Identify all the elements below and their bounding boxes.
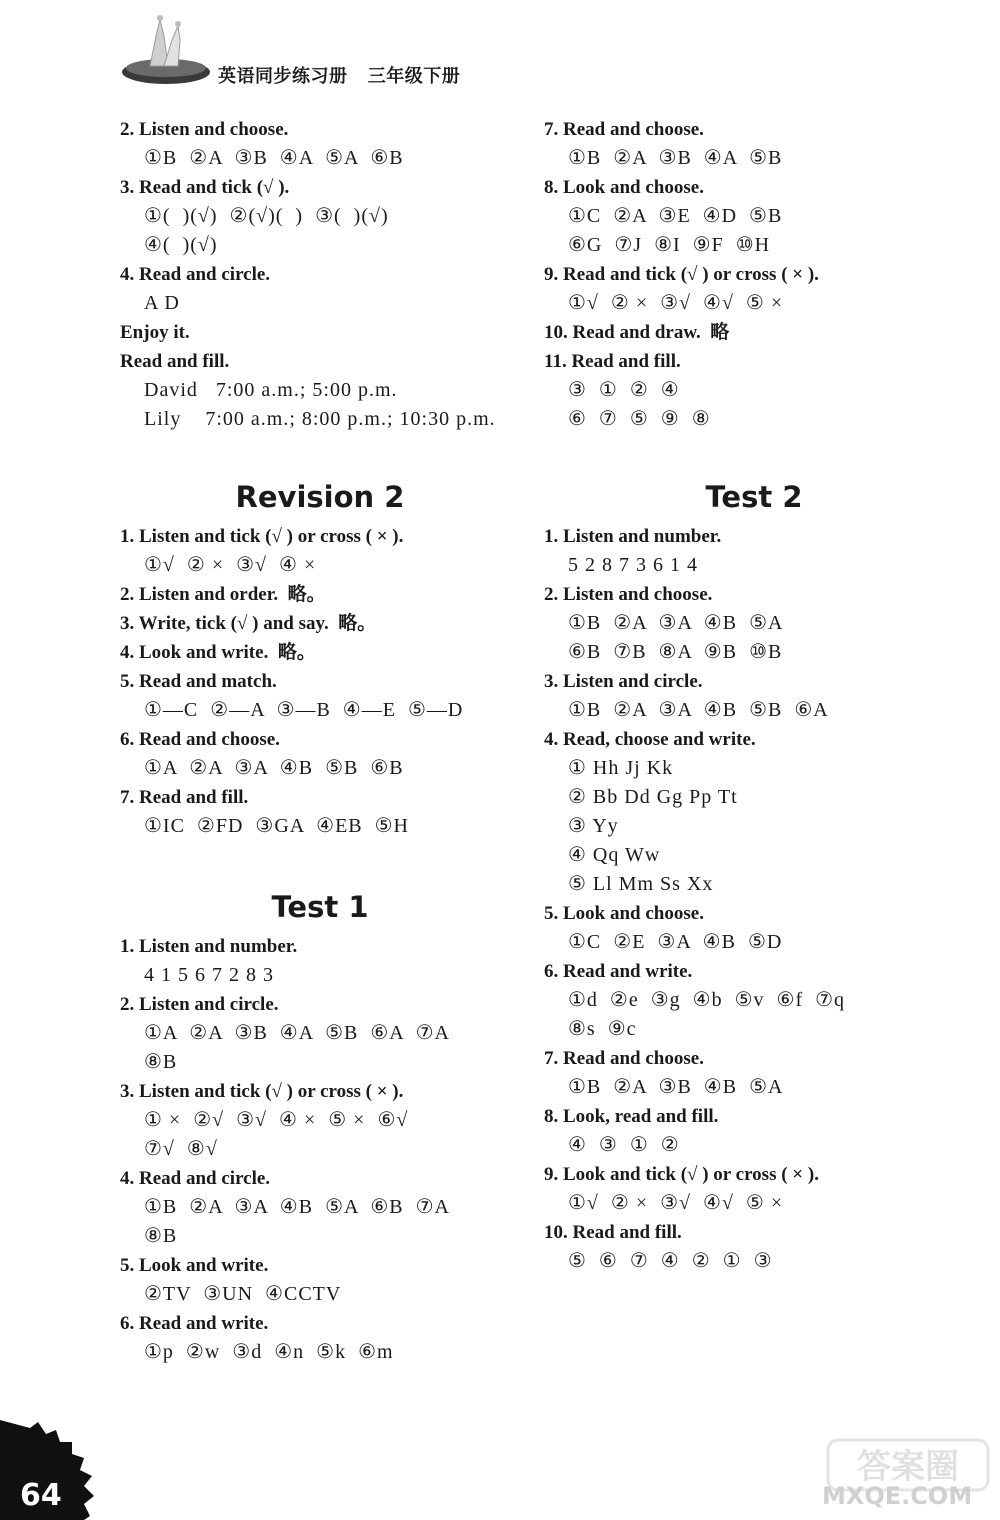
question-heading: 2. Listen and choose. [544, 584, 713, 605]
question-heading: 3. Listen and tick (√ ) or cross ( × ). [120, 1081, 404, 1102]
left-top-answers [120, 115, 520, 434]
question-heading: 1. Listen and number. [544, 526, 722, 547]
section-title: Test 1 [271, 890, 369, 924]
book-title: 英语同步练习册 三年级下册 [218, 66, 461, 87]
page-number: 64 [20, 1478, 62, 1513]
question-heading: 10. Read and fill. [544, 1222, 682, 1243]
answer-line: ①C ②A ③E ④D ⑤B [568, 205, 783, 227]
answer-line: ①p ②w ③d ④n ⑤k ⑥m [144, 1341, 394, 1363]
section-title: Revision 2 [235, 480, 405, 514]
question-heading: 5. Look and write. [120, 1255, 269, 1276]
answer-line: ④ ③ ① ② [568, 1134, 680, 1156]
answer-line: ①√ ② × ③√ ④√ ⑤ × [568, 1192, 784, 1214]
answer-line: A D [144, 292, 180, 314]
answer-line: ⑤ Ll Mm Ss Xx [568, 873, 714, 895]
test-2-items [544, 522, 964, 1276]
question-heading: 6. Read and write. [120, 1313, 269, 1334]
answer-line: ②TV ③UN ④CCTV [144, 1283, 342, 1305]
answer-line: ③ Yy [568, 815, 619, 837]
question-heading: 5. Look and choose. [544, 903, 704, 924]
question-heading: 6. Read and write. [544, 961, 693, 982]
watermark-url: MXQE.COM [822, 1482, 973, 1510]
answer-line: ④( )(√) [144, 234, 218, 256]
answer-line: ①B ②A ③B ④A ⑤B [568, 147, 783, 169]
answer-line: ①—C ②—A ③—B ④—E ⑤—D [144, 699, 464, 721]
page-header [0, 0, 1000, 100]
question-heading: 1. Listen and number. [120, 936, 298, 957]
question-heading: 10. Read and draw. 略 [544, 322, 730, 343]
answer-line: ⑥ ⑦ ⑤ ⑨ ⑧ [568, 408, 711, 430]
answer-line: ①A ②A ③A ④B ⑤B ⑥B [144, 757, 404, 779]
question-heading: 2. Listen and order. 略。 [120, 584, 326, 605]
question-heading: 11. Read and fill. [544, 351, 681, 372]
question-heading: 4. Read, choose and write. [544, 729, 756, 750]
answer-line: ①C ②E ③A ④B ⑤D [568, 931, 783, 953]
answer-line: ④ Qq Ww [568, 844, 661, 866]
question-heading: 2. Listen and choose. [120, 119, 289, 140]
answer-line: ⑥B ⑦B ⑧A ⑨B ⑩B [568, 641, 783, 663]
answer-line: ⑦√ ⑧√ [144, 1138, 218, 1160]
logo-icon [120, 10, 216, 90]
answer-line: ⑤ ⑥ ⑦ ④ ② ① ③ [568, 1250, 773, 1272]
question-heading: 4. Read and circle. [120, 264, 271, 285]
answer-line: ② Bb Dd Gg Pp Tt [568, 786, 738, 808]
test-1-section [120, 882, 520, 1367]
question-heading: 8. Look and choose. [544, 177, 704, 198]
question-heading: 1. Listen and tick (√ ) or cross ( × ). [120, 526, 404, 547]
question-heading: 2. Listen and circle. [120, 994, 279, 1015]
answer-line: ⑧B [144, 1051, 178, 1073]
answer-line: ①√ ② × ③√ ④ × [144, 554, 317, 576]
question-heading: 4. Look and write. 略。 [120, 642, 316, 663]
answer-line: 5 2 8 7 3 6 1 4 [568, 554, 698, 576]
answer-line: ①IC ②FD ③GA ④EB ⑤H [144, 815, 409, 837]
answer-line: ①√ ② × ③√ ④√ ⑤ × [568, 292, 784, 314]
question-heading: 9. Look and tick (√ ) or cross ( × ). [544, 1164, 819, 1185]
section-title: Test 2 [705, 480, 803, 514]
revision-2-section [120, 472, 520, 841]
watermark-text: 答案圈 [857, 1447, 959, 1487]
answer-line: ①B ②A ③A ④B ⑤B ⑥A [568, 699, 829, 721]
right-top-answers [544, 115, 964, 434]
answer-line: David 7:00 a.m.; 5:00 p.m. [144, 379, 398, 401]
revision-2-items [120, 522, 520, 841]
question-heading: Read and fill. [120, 351, 230, 372]
answer-line: ①B ②A ③B ④A ⑤A ⑥B [144, 147, 404, 169]
question-heading: 6. Read and choose. [120, 729, 280, 750]
question-heading: 5. Read and match. [120, 671, 277, 692]
question-heading: 3. Listen and circle. [544, 671, 703, 692]
question-heading: 3. Read and tick (√ ). [120, 177, 290, 198]
answer-line: ①B ②A ③A ④B ⑤A [568, 612, 784, 634]
answer-line: ①B ②A ③B ④B ⑤A [568, 1076, 784, 1098]
question-heading: 8. Look, read and fill. [544, 1106, 719, 1127]
answer-line: ⑧s ⑨c [568, 1018, 637, 1040]
question-heading: Enjoy it. [120, 322, 190, 343]
question-heading: 7. Read and choose. [544, 1048, 704, 1069]
answer-line: Lily 7:00 a.m.; 8:00 p.m.; 10:30 p.m. [144, 408, 496, 430]
answer-line: ①( )(√) ②(√)( ) ③( )(√) [144, 205, 389, 227]
answer-line: ①B ②A ③A ④B ⑤A ⑥B ⑦A [144, 1196, 450, 1218]
question-heading: 7. Read and fill. [120, 787, 249, 808]
answer-line: ⑥G ⑦J ⑧I ⑨F ⑩H [568, 234, 771, 256]
answer-line: 4 1 5 6 7 2 8 3 [144, 964, 274, 986]
answer-line: ⑧B [144, 1225, 178, 1247]
test-2-section [544, 472, 964, 1276]
answer-line: ①A ②A ③B ④A ⑤B ⑥A ⑦A [144, 1022, 450, 1044]
question-heading: 4. Read and circle. [120, 1168, 271, 1189]
answer-line: ① × ②√ ③√ ④ × ⑤ × ⑥√ [144, 1109, 409, 1131]
answer-line: ①d ②e ③g ④b ⑤v ⑥f ⑦q [568, 989, 846, 1011]
test-1-items [120, 932, 520, 1367]
question-heading: 9. Read and tick (√ ) or cross ( × ). [544, 264, 819, 285]
answer-line: ① Hh Jj Kk [568, 757, 674, 779]
answer-line: ③ ① ② ④ [568, 379, 680, 401]
question-heading: 3. Write, tick (√ ) and say. 略。 [120, 613, 377, 634]
question-heading: 7. Read and choose. [544, 119, 704, 140]
